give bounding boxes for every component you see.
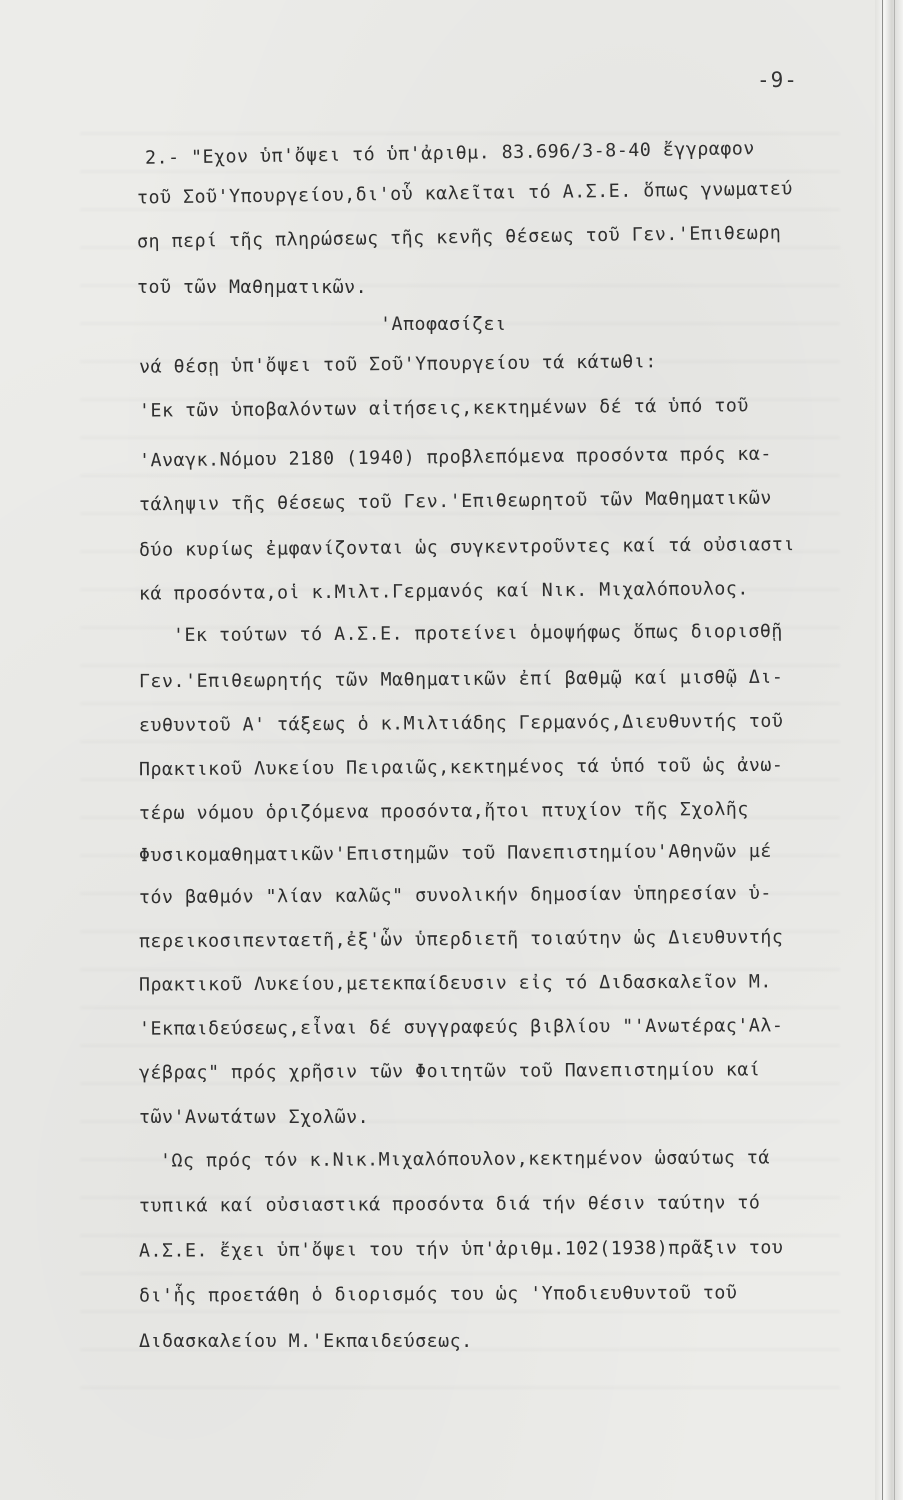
edge-line	[894, 0, 895, 1500]
text-line-heading: 'Αποφασίζει	[380, 314, 507, 335]
text-line: 'Εκπαιδεύσεως,εἶναι δέ συγγραφεύς βιβλίου "'Ανωτέρας'Αλ-	[138, 1015, 784, 1040]
text-line: 'Εκ τούτων τό Α.Σ.Ε. προτείνει ὁμοψήφως ὅπως διορισθῇ	[172, 620, 783, 647]
page-right-edge	[875, 0, 903, 1500]
text-line: περεικοσιπενταετῆ,ἐξ'ὧν ὑπερδιετῆ τοιαύτην ὡς Διευθυντής	[138, 926, 784, 953]
text-line: τοῦ Σοῦ'Υπουργείου,δι'οὗ καλεῖται τό Α.Σ.Ε. ὅπως γνωματεύ	[136, 178, 793, 209]
text-line: ευθυντοῦ Α' τάξεως ὁ κ.Μιλτιάδης Γερμανός,Διευθυντής τοῦ	[138, 710, 784, 737]
text-line: τῶν'Ανωτάτων Σχολῶν.	[139, 1107, 370, 1128]
text-line: τάληψιν τῆς θέσεως τοῦ Γεν.'Επιθεωρητοῦ τῶν Μαθηματικῶν	[138, 487, 772, 516]
text-line: τόν βαθμόν "λίαν καλῶς" συνολικήν δημοσίαν ὑπηρεσίαν ὑ-	[138, 882, 772, 909]
text-line: γέβρας" πρός χρῆσιν τῶν Φοιτητῶν τοῦ Πανεπιστημίου καί	[138, 1059, 761, 1084]
text-line: δύο κυρίως ἐμφανίζονται ὡς συγκεντροῦντες καί τά οὐσιαστι	[138, 534, 795, 561]
page-number: -9-	[757, 68, 798, 92]
text-line: τυπικά καί οὐσιαστικά προσόντα διά τήν θέσιν ταύτην τό	[138, 1192, 761, 1217]
text-line: 'Εκ τῶν ὑποβαλόντων αἰτήσεις,κεκτημένων δέ τά ὑπό τοῦ	[138, 395, 749, 422]
text-line: τοῦ τῶν Μαθηματικῶν.	[137, 277, 368, 298]
text-line: Γεν.'Επιθεωρητής τῶν Μαθηματικῶν ἐπί βαθμῷ καί μισθῷ Δι-	[138, 666, 784, 693]
text-line: τέρω νόμου ὁριζόμενα προσόντα,ἤτοι πτυχίον τῆς Σχολῆς	[138, 798, 749, 825]
text-line: δι'ἧς προετάθη ὁ διορισμός του ὡς 'Υποδιευθυντοῦ τοῦ	[138, 1282, 738, 1307]
text-line: Διδασκαλείου Μ.'Εκπαιδεύσεως.	[139, 1331, 473, 1352]
text-line: 'Ως πρός τόν κ.Νικ.Μιχαλόπουλον,κεκτημένον ὡσαύτως τά	[159, 1147, 770, 1172]
text-line: Πρακτικοῦ Λυκείου,μετεκπαίδευσιν εἰς τό Διδασκαλεῖον Μ.	[138, 971, 772, 996]
text-line: κά προσόντα,οἱ κ.Μιλτ.Γερμανός καί Νικ. Μιχαλόπουλος.	[138, 578, 749, 605]
text-line: 'Αναγκ.Νόμου 2180 (1940) προβλεπόμενα προσόντα πρός κα-	[138, 443, 772, 472]
text-line: Φυσικομαθηματικῶν'Επιστημῶν τοῦ Πανεπιστημίου'Αθηνῶν μέ	[138, 840, 772, 867]
text-line: ση περί τῆς πληρώσεως τῆς κενῆς θέσεως τοῦ Γεν.'Επιθεωρη	[136, 222, 782, 253]
text-line: νά θέσῃ ὑπ'ὄψει τοῦ Σοῦ'Υπουργείου τά κάτωθι:	[138, 351, 657, 378]
text-line: Α.Σ.Ε. ἔχει ὑπ'ὄψει του τήν ὑπ'ἀριθμ.102(1938)πρᾶξιν του	[138, 1237, 784, 1262]
edge-line	[882, 0, 883, 1500]
text-line: Πρακτικοῦ Λυκείου Πειραιῶς,κεκτημένος τά ὑπό τοῦ ὡς ἀνω-	[138, 754, 784, 781]
text-line: 2.- "Εχον ὑπ'ὄψει τό ὑπ'ἀριθμ. 83.696/3-8-40 ἔγγραφον	[144, 138, 755, 169]
